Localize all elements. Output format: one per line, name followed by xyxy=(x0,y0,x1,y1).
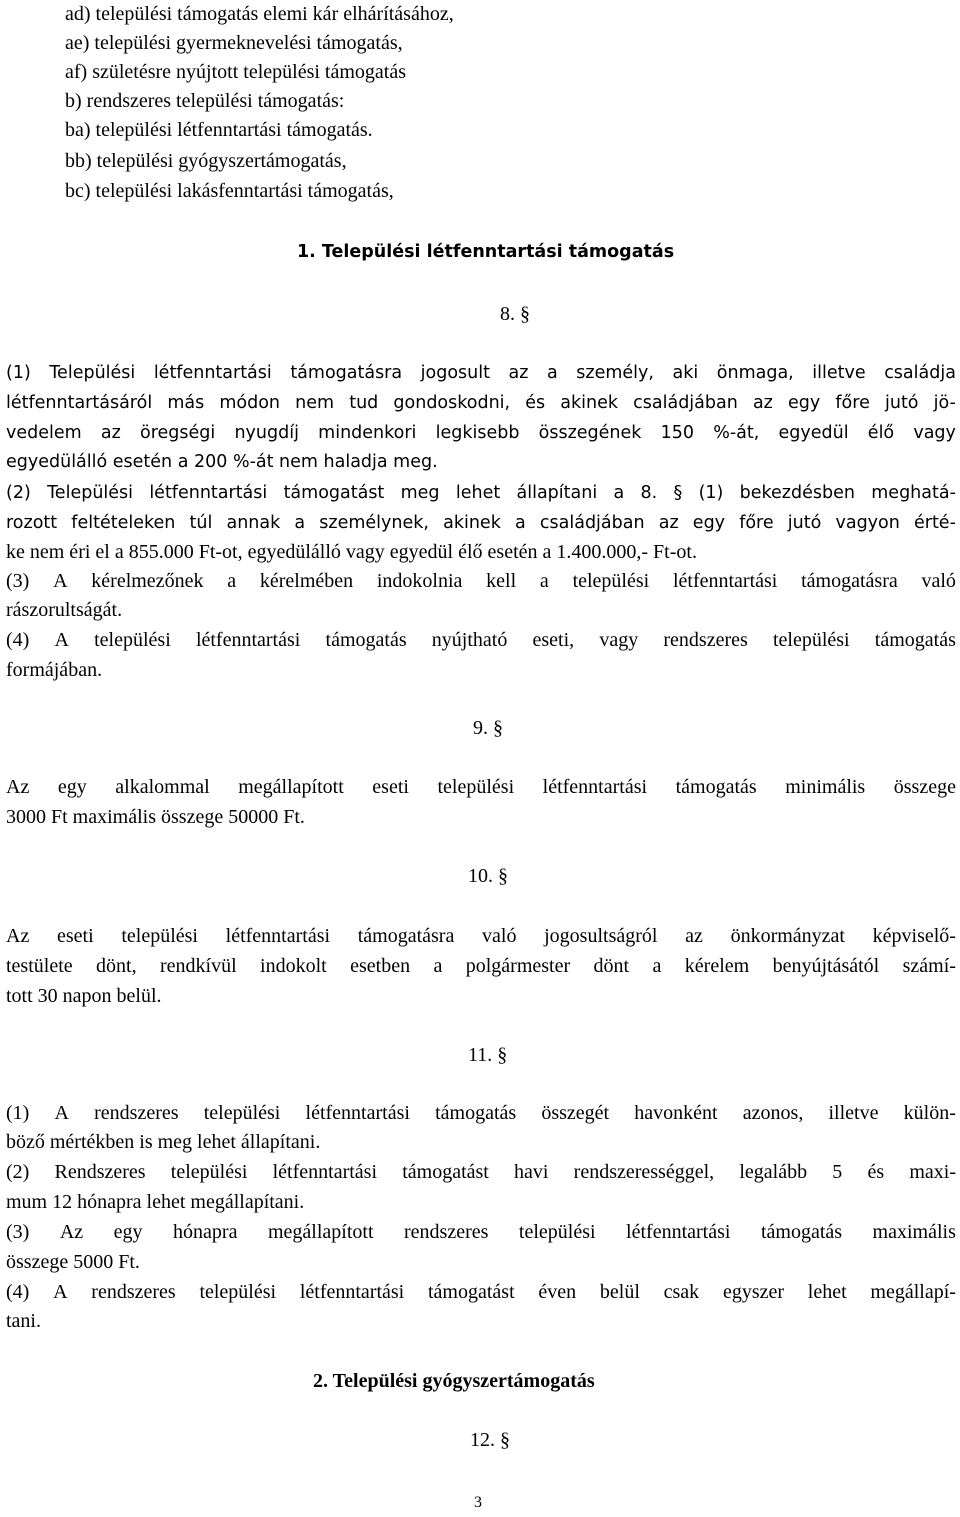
paragraph-8-heading: 8. § xyxy=(500,303,530,325)
p8-line: létfenntartásáról más módon nem tud gondoskodni, és akinek családjában az egy főre jutó jö- xyxy=(6,393,956,413)
p8-line: formájában. xyxy=(6,659,103,681)
section-1-title: 1. Települési létfenntartási támogatás xyxy=(297,242,675,262)
list-item-af: af) születésre nyújtott települési támogatás xyxy=(65,61,406,83)
section-2-title: 2. Települési gyógyszertámogatás xyxy=(313,1370,595,1392)
p8-line: (1) Települési létfenntartási támogatásra jogosult az a személy, aki önmaga, illetve családja xyxy=(6,363,956,383)
list-item-ba: ba) települési létfenntartási támogatás. xyxy=(65,119,373,141)
list-item-ae: ae) települési gyermeknevelési támogatás, xyxy=(65,32,403,54)
p9-line: 3000 Ft maximális összege 50000 Ft. xyxy=(6,806,305,828)
p8-line: vedelem az öregségi nyugdíj mindenkori legkisebb összegének 150 %-át, egyedül élő vagy xyxy=(6,423,956,443)
p9-line: Az egy alkalommal megállapított eseti települési létfenntartási támogatás minimális összege xyxy=(6,776,956,798)
p11-line: összege 5000 Ft. xyxy=(6,1251,140,1273)
p8-line: (4) A települési létfenntartási támogatás nyújtható eseti, vagy rendszeres települési támogatás xyxy=(6,629,956,651)
list-item-bb: bb) települési gyógyszertámogatás, xyxy=(65,150,347,172)
p8-line: (2) Települési létfenntartási támogatást meg lehet állapítani a 8. § (1) bekezdésben meghatá- xyxy=(6,483,956,503)
paragraph-9-heading: 9. § xyxy=(473,717,503,739)
p8-line: egyedülálló esetén a 200 %-át nem haladja meg. xyxy=(6,452,438,472)
p10-line: testülete dönt, rendkívül indokolt esetben a polgármester dönt a kérelem benyújtásától számí- xyxy=(6,955,956,977)
p11-line: böző mértékben is meg lehet állapítani. xyxy=(6,1131,321,1153)
p8-line: (3) A kérelmezőnek a kérelmében indokolnia kell a települési létfenntartási támogatásra való xyxy=(6,570,956,592)
p10-line: tott 30 napon belül. xyxy=(6,985,162,1007)
p10-line: Az eseti települési létfenntartási támogatásra való jogosultságról az önkormányzat képviselő- xyxy=(6,925,956,947)
p8-line: ke nem éri el a 855.000 Ft-ot, egyedülálló vagy egyedül élő esetén a 1.400.000,- Ft-ot. xyxy=(6,541,697,563)
paragraph-12-heading: 12. § xyxy=(470,1429,510,1451)
list-item-ad: ad) települési támogatás elemi kár elhárításához, xyxy=(65,3,454,25)
p11-line: (2) Rendszeres települési létfenntartási támogatást havi rendszerességgel, legalább 5 és maxi- xyxy=(6,1161,956,1183)
p11-line: (1) A rendszeres települési létfenntartási támogatás összegét havonként azonos, illetve külön- xyxy=(6,1102,956,1124)
list-item-b: b) rendszeres települési támogatás: xyxy=(65,90,345,112)
p11-line: (4) A rendszeres települési létfenntartási támogatást éven belül csak egyszer lehet megállapí- xyxy=(6,1281,956,1303)
p8-line: rozott feltételeken túl annak a személynek, akinek a családjában az egy főre jutó vagyon érté- xyxy=(6,513,956,533)
paragraph-10-heading: 10. § xyxy=(468,865,508,887)
paragraph-11-heading: 11. § xyxy=(468,1044,508,1066)
p11-line: mum 12 hónapra lehet megállapítani. xyxy=(6,1191,305,1213)
p11-line: (3) Az egy hónapra megállapított rendszeres települési létfenntartási támogatás maximális xyxy=(6,1221,956,1243)
p8-line: rászorultságát. xyxy=(6,599,123,621)
list-item-bc: bc) települési lakásfenntartási támogatás, xyxy=(65,180,394,202)
p11-line: tani. xyxy=(6,1310,41,1332)
page-number: 3 xyxy=(474,1494,482,1511)
